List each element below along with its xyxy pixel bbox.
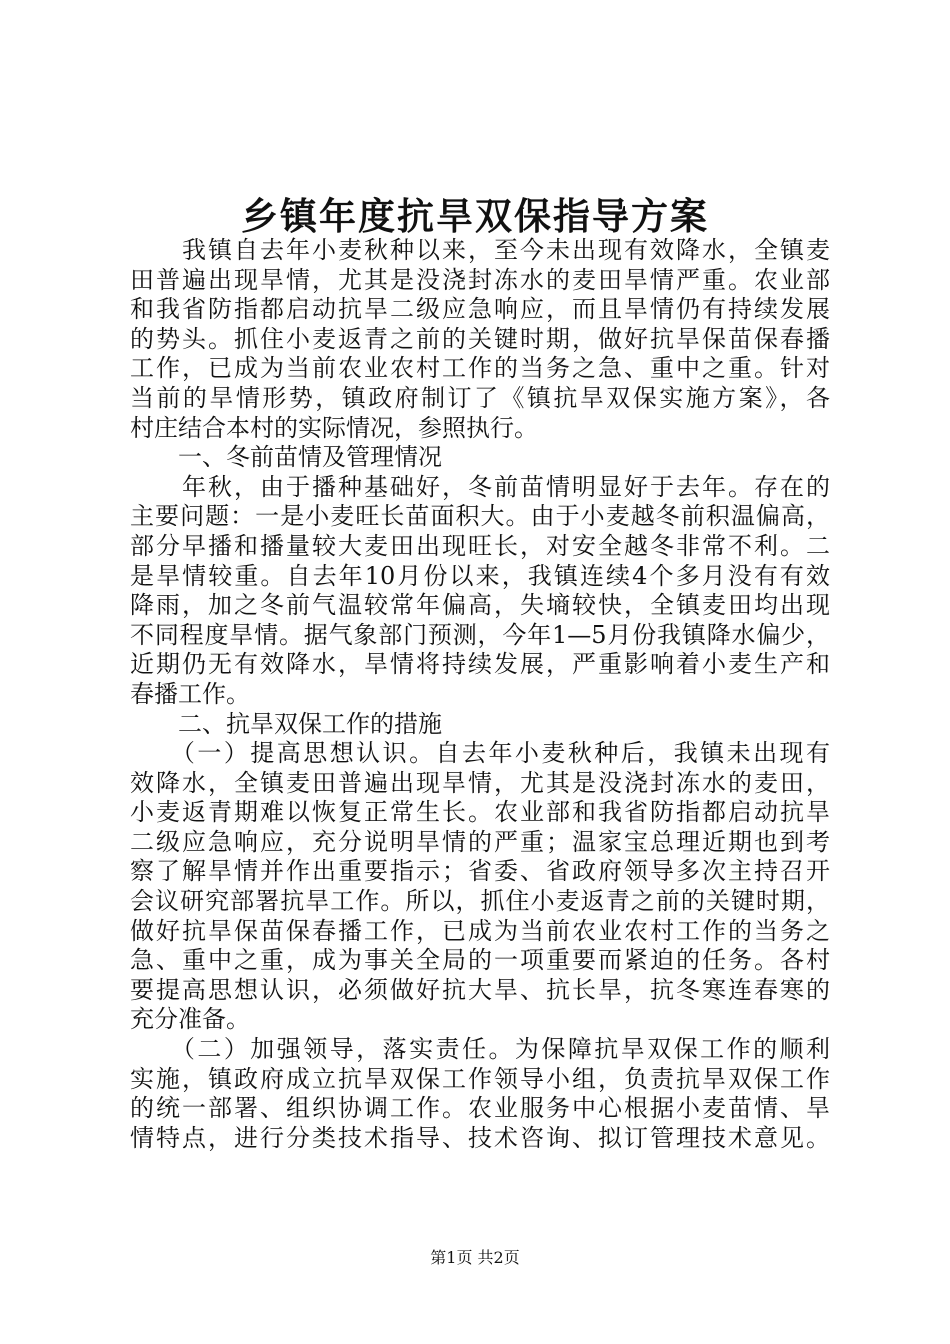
text-line: 村庄结合本村的实际情况，参照执行。: [130, 413, 538, 442]
text-line: 我镇自去年小麦秋种以来，至今未出现有效降水，全镇麦: [130, 236, 830, 264]
text-line: 工作，已成为当前农业农村工作的当务之急、重中之重。针对: [130, 354, 830, 383]
text-line: 二、抗旱双保工作的措施: [130, 709, 442, 738]
text-line: 和我省防指都启动抗旱二级应急响应，而且旱情仍有持续发展: [130, 295, 830, 324]
text-line: 部分早播和播量较大麦田出现旺长，对安全越冬非常不利。二: [130, 531, 830, 560]
text-line: 情特点，进行分类技术指导、技术咨询、拟订管理技术意见。: [130, 1123, 830, 1152]
text-line: 当前的旱情形势，镇政府制订了《镇抗旱双保实施方案》，各: [130, 383, 830, 412]
text-line: 不同程度旱情。据气象部门预测，今年1—5月份我镇降水偏少，: [130, 620, 830, 649]
page-footer: 第1页 共2页: [430, 1248, 520, 1267]
document-body: [130, 236, 830, 1153]
text-line: 近期仍无有效降水，旱情将持续发展，严重影响着小麦生产和: [130, 650, 830, 679]
text-line: 降雨，加之冬前气温较常年偏高，失墒较快，全镇麦田均出现: [130, 591, 830, 620]
text-line: 要提高思想认识，必须做好抗大旱、抗长旱，抗冬寒连春寒的: [130, 975, 830, 1004]
document-title: 乡镇年度抗旱双保指导方案: [241, 194, 709, 238]
text-line: 主要问题：一是小麦旺长苗面积大。由于小麦越冬前积温偏高，: [130, 502, 830, 531]
text-line: 的势头。抓住小麦返青之前的关键时期，做好抗旱保苗保春播: [130, 324, 830, 353]
text-line: 二级应急响应，充分说明旱情的严重；温家宝总理近期也到考: [130, 827, 830, 856]
text-line: 年秋，由于播种基础好，冬前苗情明显好于去年。存在的: [130, 472, 830, 501]
text-line: 是旱情较重。自去年10月份以来，我镇连续4个多月没有有效: [130, 561, 830, 590]
text-line: 会议研究部署抗旱工作。所以，抓住小麦返青之前的关键时期，: [130, 887, 830, 916]
text-line: 田普遍出现旱情，尤其是没浇封冻水的麦田旱情严重。农业部: [130, 265, 830, 294]
text-line: 察了解旱情并作出重要指示；省委、省政府领导多次主持召开: [130, 857, 830, 886]
text-line: 一、冬前苗情及管理情况: [130, 443, 442, 472]
text-line: 做好抗旱保苗保春播工作，已成为当前农业农村工作的当务之: [130, 916, 830, 945]
text-line: 实施，镇政府成立抗旱双保工作领导小组，负责抗旱双保工作: [130, 1064, 830, 1093]
text-line: （一）提高思想认识。自去年小麦秋种后，我镇未出现有: [130, 739, 830, 768]
text-line: 的统一部署、组织协调工作。农业服务中心根据小麦苗情、旱: [130, 1094, 830, 1123]
text-line: 充分准备。: [130, 1005, 250, 1034]
text-line: 急、重中之重，成为事关全局的一项重要而紧迫的任务。各村: [130, 946, 830, 975]
text-line: 小麦返青期难以恢复正常生长。农业部和我省防指都启动抗旱: [130, 798, 830, 827]
text-line: （二）加强领导，落实责任。为保障抗旱双保工作的顺利: [130, 1035, 830, 1064]
text-line: 效降水，全镇麦田普遍出现旱情，尤其是没浇封冻水的麦田，: [130, 768, 830, 797]
text-line: 春播工作。: [130, 679, 250, 708]
